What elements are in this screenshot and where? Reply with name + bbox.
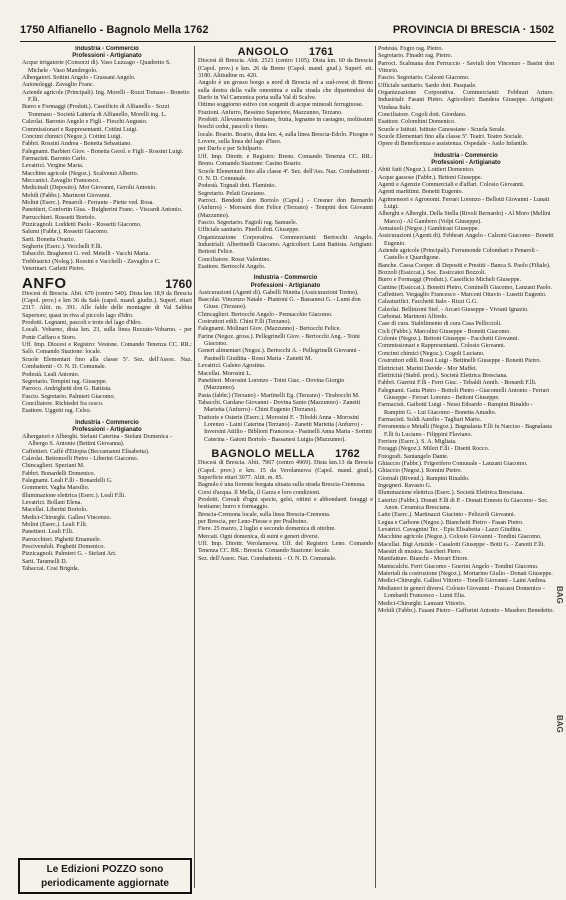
directory-entry: Veterinari. Carletti Pietro. <box>22 266 85 273</box>
town-info-paragraph: Scuole Elementari fino alla classe 5ª. Sez. dell'Assoc. Naz. Combattenti - O. N. D. Comunale. <box>22 356 192 371</box>
town-info-paragraph: Segretario. Tempini rag. Giuseppe. <box>22 378 108 385</box>
directory-entry: Mobili (Fabbr.). Marinoni Giovanni. <box>22 192 112 199</box>
directory-entry: Farmacisti. Baronio Carlo. <box>22 155 87 162</box>
directory-entry: Parrucchieri. Rossetti Bortolo. <box>22 214 97 221</box>
section-heading: Professioni - Artigianato <box>72 426 142 433</box>
column-2 <box>198 46 373 892</box>
section-heading: Industria - Commercio <box>434 152 498 159</box>
town-info-paragraph: Podestà. Leali Antonio. <box>22 371 80 378</box>
town-info-paragraph: Uff. Imp. Direttr. Verolanuova. Uff. del Registro: Leno. Comando Tenenza CC. RR.: Brescia. Comando Stazione: locale. <box>198 541 373 555</box>
column-divider <box>194 46 195 888</box>
directory-entry: Segherie (Eserc.). Vecchelli F.lli. <box>22 244 103 250</box>
directory-entry: Mediatori in generi diversi. Colosio Giovanni - Fracassi Domenico - Lombardi Francesco - Lumi Elia. <box>378 585 545 600</box>
town-name: ANFO <box>22 275 67 293</box>
town-info-paragraph: Corsi d'acqua. Il Mella, il Garza e loro condizioni. <box>198 489 321 496</box>
directory-entry: Ghiaccio (Negoz.). Romini Pietro. <box>378 468 462 475</box>
directory-entry: Medicinali (Deposito). Mor Giovanni, Gerolti Antonio. <box>22 185 157 192</box>
town-info-paragraph: Segretario. Pelati Graziano. <box>198 190 266 197</box>
directory-entry: Aziende agricole (Principali). Ferramonde Colombari e Penaroli - Castello e Quardigone. <box>378 248 539 262</box>
town-info-paragraph: Ufficiale sanitario. Sardo dott. Pasquale. <box>378 82 477 89</box>
directory-entry: Fabbri. Bonardelli Domenico. <box>22 470 96 477</box>
directory-entry: Albergatori e Alberghi. Stefani Caterina - Stefani Domenica - Albergo S. Antonio (Bettini Giovanna). <box>22 433 172 448</box>
directory-entry: Bozzoli (Essiccat.). Soc. Essiccatoi Bozzoli. <box>378 270 486 277</box>
town-info-paragraph: Prodotti. Allevamento bestiame, frutta, legname in castagno, moltissimi boschi cedui, pascoli e fieno. <box>198 117 373 131</box>
town-info-paragraph: Parroco. Andrighetti don G. Battista. <box>22 386 112 393</box>
notice-line: periodicamente aggiornate <box>41 878 169 889</box>
edge-tab: BAG <box>555 586 564 604</box>
directory-entry: Autonoleggi. Zavaglio Franc. <box>22 82 95 89</box>
town-info-paragraph: locale. Boario. Boario, dista km. 4, sulla linea Brescia-Edolo. Pisogne o Lovere, sulla linea del lago d'Iseo. <box>198 131 373 146</box>
directory-entry: Chincaglieri. Speziani M. <box>22 463 85 470</box>
town-info-paragraph: Diocesi di Brescia. Abit. 2521 (centro 1105). Dista km. 60 da Brescia (Capol. prov.) e km. 26 da Breno (Capol. mand. giud.). Superf. ett. 3180. Altitudine m. 420. <box>198 58 373 80</box>
directory-entry: Panettieri. Morosini Lorenzo - Toini Giac. - Dovina Giorgio (Mazzunno). <box>198 377 345 392</box>
edge-tab: BAG <box>555 715 564 733</box>
directory-entry: Costruttori edili. Rossi Luigi - Bettinelli Giuseppe - Bonetti Pietro. <box>378 358 541 365</box>
town-info-paragraph: Esattore. Bertocchi Angelo. <box>198 263 266 270</box>
directory-entry: Elettricisti. Marini Davide - Mor Maffei. <box>378 365 478 372</box>
column-divider <box>375 46 376 888</box>
directory-entry: Caffettieri. Caffè d'Etiopia (Beccamanni Elisabetta). <box>22 448 150 455</box>
directory-entry: Cantine (Essiccat.). Bonetti Pietro, Cominelli Giacomo, Lanzani Paolo. <box>378 284 552 291</box>
town-info-paragraph: Scuole Elementari fino alla classe 4ª. Sez. dell'Ass. Naz. Combattenti - O. N. D. Comunale. <box>198 168 373 182</box>
town-info-paragraph: Uff. Imp. Direttr. e Registro: Breno. Comando Tenenza CC. RR.: Breno. Comando Stazione: Casino Boario. <box>198 153 373 168</box>
town-code: 1762 <box>335 447 360 460</box>
directory-entry: Elettricità (Stabil. prod.). Società Elettrica Bresciana. <box>378 372 508 379</box>
directory-entry: Generi alimentari (Negoz.). Bertocchi A. - Pellegrinelli Giovanni - Pasinelli Giuditta - Rossi Maria - Zanetti M. <box>198 348 361 362</box>
directory-entry: Cicli (Fabbr.). Marcolini Giuseppe - Bonetti Giacomo. <box>378 328 511 335</box>
section-heading: Professioni - Artigianato <box>431 160 501 167</box>
directory-entry: Pescivendoli. Poghetti Domenico. <box>22 544 105 551</box>
directory-entry: Calzolai. Bellinzoni Stef. - Arcari Giuseppe - Viviani Ignazio. <box>378 306 529 313</box>
town-info-paragraph: Diocesi di Brescia. Abit. 670 (centro 549). Dista km 18,9 da Brescia (Capol. prov.) e km 36 da Salò (capol. mand. giudiz.). Superf. ettari 2317. Altit. m. 391. Alle falde delle montagne di Val Sabbia Superiore, quasi in riva al piccolo lago d'Idro. <box>22 290 192 319</box>
town-info-paragraph: Parroci. Bendotti don Bortolo (Capol.) - Cresner don Bernardo (Anfurro) - Morosini don Felice (Terzano) - Tempini don Giovanni (Mazzunno). <box>198 197 373 219</box>
town-info-paragraph: Brescia-Cremona locale, sulla linea Brescia-Cremona. <box>198 511 331 518</box>
directory-entry: Latte (Eserc.). Martinazzi Giacinto - Pelizzoli Giovanni. <box>378 512 516 519</box>
directory-entry: Meccanici. Zavaglio Francesco. <box>22 177 100 184</box>
town-heading <box>198 447 373 460</box>
directory-entry: Armaiuoli (Negoz.) Gambirasi Giuseppe. <box>378 225 480 232</box>
town-info-paragraph: Fiere. 25 marzo, 2 luglio e secondo domenica di ottobre. <box>198 526 336 533</box>
directory-entry: Ingegneri. Ravasio G. <box>378 483 432 489</box>
town-heading <box>22 275 192 293</box>
directory-entry: Calzolai. Baronio Angelo e Figli - Fieschi Augusto. <box>22 119 148 126</box>
directory-entry: Maniscalchi. Ferri Giacomo - Guerini Angelo - Tondini Giacomo. <box>378 563 539 570</box>
directory-entry: Illuminazione elettrica (Eserc.). Leali F.lli. <box>22 492 126 499</box>
running-header-right: PROVINCIA DI BRESCIA · 1502 <box>392 24 554 36</box>
directory-entry: Calzolai. Bettoncelli Pietro - Liberini Giacomo. <box>22 456 139 462</box>
directory-entry: Medici-Chirurghi. Gallesi Vittorio - Tonelli Giovanni - Laini Andrea. <box>378 578 547 585</box>
directory-entry: Abiti fatti (Negoz.). Lottieri Domenico. <box>378 167 475 174</box>
directory-entry: Alberghi e Alberghi. Della Stella (Rivoli Bernardo) - Al Moro (Mellini Marco) - Al Gambero (Volpi Giuseppe). <box>378 211 551 225</box>
directory-entry: Bascolai. Vincenzo Natale - Piantoni G. - Bassanesi G. - Lumi don Giuse. (Terzano). <box>198 297 361 311</box>
directory-entry: Macchine agricole (Negoz.). Colosio Giovanni - Tondini Giacomo. <box>378 534 542 541</box>
town-info-paragraph: Diocesi di Brescia. Abit. 7967 (centro 4969). Dista km.13 da Brescia (Capol. prov.) e km. 15 da Verolanuova (Capol. mand. giud.). Superficie ettari 3077. Altit. m. 85. <box>198 460 373 481</box>
town-info-paragraph: Fascio. Segretario. Palmieri Giacomo. <box>22 393 116 400</box>
directory-entry: Assicurazioni (Agenti di). Gabelli Ninetta (Assicurazioni Torino). <box>198 289 359 296</box>
directory-entry: Concimi chimici (Negoz.). Cogoli Luciano. <box>378 350 485 357</box>
directory-entry: Salumi (Fabbr.). Rossetti Giacomo. <box>22 229 109 236</box>
directory-entry: Mobili (Fabbr.). Fasani Pietro - Gaffurini Antonio - Masdoro Benedetto. <box>378 607 554 614</box>
directory-entry: Acque gassose (Fabbr.). Bettoni Giuseppe. <box>378 174 483 181</box>
town-info-paragraph: per Darfo e per Schilpario. <box>198 146 264 153</box>
town-info-paragraph: Conciliatore. Richiedei fra cesco. <box>22 400 104 407</box>
directory-entry: Carbonai. Marinoni Alfredo. <box>378 314 448 321</box>
directory-entry: Medici-Chirurghi. Gallesi Vincenzo. <box>22 514 112 521</box>
directory-entry: Pizzicagnoli. Loddetti Paolo - Rossetti Giacomo. <box>22 221 142 228</box>
directory-entry: Macellai. Bigi Aristide - Casalotti Giuseppe - Botti G. - Zanotti F.lli. <box>378 541 545 548</box>
directory-entry: Albergatori. Sottini Angelo - Grassani Angelo. <box>22 75 136 82</box>
publisher-notice <box>18 858 192 894</box>
town-code: 1760 <box>165 277 192 292</box>
town-info-paragraph: Podestà. Tognali dott. Flaminio. <box>198 183 277 190</box>
town-info-paragraph: Ufficiale sanitario. Pinelli dott. Giuseppe. <box>198 227 300 234</box>
directory-entry: Fabbri. Rossini Andrea - Bonetta Sebastiano. <box>22 141 132 148</box>
directory-entry: Laterizi (Fabbr.). Donati F.lli di P. - Donati Ernesto fu Giacomo - Soc. Anon. Ceramica Bresciana. <box>378 497 549 512</box>
town-info-paragraph: Conciliatore. Cogoli dott. Giordano. <box>378 112 467 119</box>
directory-entry: Levatrici. Bollani Elena. <box>22 500 82 507</box>
town-info-paragraph: Mercati. Ogni domenica, di suini e generi diversi. <box>198 533 320 540</box>
section-heading: Industria - Commercio <box>75 419 139 426</box>
directory-entry: Farmacisti. Soldi Aurelio - Tagliari Mario. <box>378 416 482 423</box>
directory-entry: Chincaglieri. Bertocchi Angelo - Pennacchio Giacomo. <box>198 311 333 318</box>
town-info-paragraph: Scuole e Istituti. Istituto Canossiane - Scuola Serale. <box>378 126 506 133</box>
directory-entry: Illuminazione elettrica (Eserc.). Società Elettrica Bresciana. <box>378 490 524 497</box>
directory-entry: Burro e Formaggi (Produtt.). Caseificio Micheli Giuseppe. <box>378 277 522 284</box>
directory-entry: Concimi chimici (Negoz.). Cottini Luigi. <box>22 133 123 140</box>
directory-entry: Falegnami. Molinari Giov. (Mazzunno) - Bertocchi Felice. <box>198 326 341 333</box>
directory-entry: Agenti e Agenzie Commerciali e d'affari. Colosio Giovanni. <box>378 181 525 188</box>
town-info-paragraph: Organizzazione Corporativa. Commercianti: Febbrari Arturo. Industriali: Fasani Pietro. Agricoltori: Bandera Giuseppe. Artigiani: Vindasa Italo. <box>378 90 554 111</box>
town-info-paragraph: Prodotti. Legnami, pascoli e trote del lago d'Idro. <box>22 320 142 327</box>
directory-entry: Panettieri, Confortin Gisa. - Bulgherini Franc. - Viscardi Antonio. <box>22 207 183 214</box>
directory-entry: Foraggi (Negoz.). Mileri F.lli - Disetti Rocco. <box>378 446 490 453</box>
town-info-paragraph: Prodotti. Cereali d'ogni specie, gelsi, ottimi e abbondanti foraggi e bestiame; burro e formaggio. <box>198 497 373 511</box>
directory-entry: Commissionari e Rappresentanti. Colosio Giovanni. <box>378 343 506 350</box>
directory-entry: Fotografi. Santangelo Dante. <box>378 453 449 460</box>
directory-entry: Falegnami. Gatta Pietro - Bottoli Pietro - Giacomelli Antonio - Ferrari Giuseppe - Ferrari Lorenzo - Bettoni Giuseppe. <box>378 387 550 401</box>
directory-entry: Levatrici. Cavagnini Ter. - Epis Elisabetta - Lazzi Giuditta. <box>378 527 522 534</box>
directory-entry: Aziende agricole (Principali). Ing. Morelli - Rozzi Tomaso - Bonetto F.lli. <box>22 89 190 104</box>
directory-entry: Pizzicagnoli. Palmieri G. - Stefani Art. <box>22 551 117 558</box>
directory-entry: Manifatture. Bianchi - Morari Ettore. <box>378 556 469 563</box>
town-name: ANGOLO <box>237 46 289 58</box>
directory-entry: Sarti. Taramelli D. <box>22 558 68 565</box>
directory-entry: Ferramenta e Metalli (Negoz.). Bagnalasta F.lli fu Narciso - Bagnalasta F.lli fu Luciano - Filippini Flaviano. <box>378 424 552 438</box>
town-info-paragraph: Angolo è un grosso borgo a nord di Brescia ed a sud-ovest di Breno sulla destra della valle omonima e sulla strada che dipartendosi da Darfo in Val Camonica porta sulla Val di Scalve. <box>198 80 373 102</box>
directory-entry: Parrucchieri. Pighetti Emanuele. <box>22 536 102 543</box>
directory-entry: Calzaturifici. Facchetti Italo - Rizzi G.G. <box>378 299 478 306</box>
directory-entry: Materiali da costruzione (Negoz.). Mortarino Giulio - Donati Giuseppe. <box>378 571 553 578</box>
directory-entry: Falegnami. Leali F.lli - Bonardelli G. <box>22 478 113 485</box>
directory-entry: Medici-Chirurghi. Lanzani Vittorio. <box>378 600 466 607</box>
directory-entry: Macellai. Liberini Bortolo. <box>22 507 88 514</box>
directory-entry: Colonie (Negoz.). Bettoni Giuseppe - Facchetti Giovanni. <box>378 336 519 343</box>
directory-entry: Tabacchi. Braghenoi G. ved. Metelli - Vacchi Maria. <box>22 251 150 258</box>
directory-entry: Caffettieri. Vergaglio Francesco - Marconi Ottavio - Lusetti Eugenio. <box>378 292 547 299</box>
directory-entry: Agenti marittimi. Bonetti Eugenio. <box>378 189 464 196</box>
directory-entry: Farmacisti. Gaibotti Luigi - Nessi Edoardo - Rampini Rinaldo - Rampini G. - Lui Giacomo - Bonetta Amadio. <box>378 402 533 416</box>
town-info-paragraph: Podestà. Fogro rag. Pietro. <box>378 46 443 52</box>
town-info-paragraph: Bagnolo è una fiorente borgata situata sulla strada Brescia-Cremona. <box>198 482 366 489</box>
directory-entry: Agrimensori e Agronomi. Ferrari Lorenzo - Bellotti Giovanni - Lunati Luigi. <box>378 196 550 210</box>
directory-entry: Trebbiatrici (Noleg.). Rossini e Vacchelli - Zavaglio e C. <box>22 258 161 265</box>
column-3 <box>378 46 554 892</box>
directory-entry: Gommetri. Vaglia Marsilio. <box>22 485 90 492</box>
directory-entry: Farine (Negoz. gross.). Pellegrinelli Giov. - Bertocchi Ang. - Toini Giacomo. <box>198 333 360 348</box>
town-info-paragraph: Locali. Vobarno, dista km. 23, sulla linea Rezzato-Vobarno. - per Ponte Caffaro e Storo. <box>22 327 192 341</box>
directory-entry: Commissionari e Rappresentanti. Cottini Luigi. <box>22 126 138 133</box>
directory-entry: Ferriere (Eserc.). S. A. Migliata. <box>378 438 457 445</box>
directory-entry: Molini (Eserc.). Leali F.lli. <box>22 522 88 529</box>
directory-entry: Levatrici. Galeno Agostina. <box>198 363 266 370</box>
town-info-paragraph: Organizzazione Corporativa. Commercianti: Bertocchi Angelo. Industriali: Albertinelli Giacomo. Agricoltori: Laini Battista. Artigiani: Bettoni Felice. <box>198 234 373 256</box>
town-info-paragraph: Esattore. Uggetti rag. Celso. <box>22 408 92 415</box>
town-info-paragraph: Uff. Imp. Diocesi e Registro: Vestone. Comando Tenenza CC. RR.: Salò. Comando Stazione: locale. <box>22 342 192 356</box>
directory-entry: Banche. Cassa Cooper. di Depositi e Prestiti - Banca S. Paolo (Filiale). <box>378 262 551 269</box>
town-info-paragraph: Fascio. Segretario. Fagioli rag. Samuele. <box>198 219 298 226</box>
directory-entry: Falegnami. Barbieri Giov. - Bonetta Gerol. e Figli - Rossini Luigi. <box>22 148 184 155</box>
directory-entry: Tabaccai. Cosi Brigida. <box>22 566 80 573</box>
town-info-paragraph: Fascio. Segretario. Calzoni Giacomo. <box>378 75 470 82</box>
directory-entry: Fabbri. Guerini F.lli - Ferri Giac. - Tebaldi Annib. - Bonardi F.lli. <box>378 380 537 387</box>
directory-entry: Pasta (fabbr.) (Terzano) - Martinelli Eg. (Terzano) - Tirabocchi M. <box>198 392 360 399</box>
directory-entry: Macchine agricole (Negoz.). Scalvenzi Alberto. <box>22 170 139 177</box>
town-info-paragraph: Esattore. Colombini Domenico. <box>378 119 456 126</box>
town-info-paragraph: Ottimo soggiorno estivo con sorgenti di acque minerali ferruginose. <box>198 102 364 109</box>
column-1 <box>22 46 192 892</box>
directory-entry: Acque irrigatorie (Consorzi di). Vaso Luzzago - Quadretto S. Michele - Vaso Mandregolo. <box>22 60 171 74</box>
directory-entry: Maestri di musica. Saccheri Piero. <box>378 549 462 556</box>
town-info-paragraph: per Brescia, per Leno-Fiesse e per Pralboino. <box>198 519 308 526</box>
directory-entry: Giornali (Rivend.). Rampini Rinaldo. <box>378 475 470 482</box>
town-info-paragraph: Segretario. Finadri rag. Pietro. <box>378 53 453 60</box>
directory-entry: Sarti. Bonetta Orazio. <box>22 236 76 243</box>
directory-entry: Legna e Carbone (Negoz.). Bianchetti Pietro - Fasan Pietro. <box>378 519 524 526</box>
notice-line: Le Edizioni POZZO sono <box>46 864 164 875</box>
directory-entry: Burro e Formaggi (Produtt.). Caseificio di Alfianello - Sozzi Tommaso - Società Lattería di Alfianello, Morelli ing. L. <box>22 104 170 118</box>
section-heading: Professioni - Artigianato <box>72 53 142 60</box>
directory-entry: Levatrici. Vergine Maria. <box>22 163 84 170</box>
directory-entry: Costruttori edili. Chini F.lli (Terzano). <box>198 319 292 326</box>
town-info-paragraph: Scuole Elementari fino alla classe 5ª. Teatri. Teatro Sociale. <box>378 134 524 141</box>
town-info-paragraph: Conciliatore. Rossi Valentino. <box>198 256 272 263</box>
town-name: BAGNOLO MELLA <box>211 447 316 460</box>
directory-entry: Case di cura. Stabilimento di cura Casa Pelliccioli. <box>378 321 502 328</box>
directory-entry: Ghiaccio (Fabbr.). Frigorifero Comunale - Lanzani Giacomo. <box>378 460 528 467</box>
section-heading: Industria - Commercio <box>75 46 139 52</box>
town-code: 1761 <box>308 46 334 58</box>
town-heading <box>198 46 373 58</box>
directory-entry: Assicurazioni (Agenti di). Febbrari Angelo - Calzoni Giacomo - Bonetti Eugenio. <box>378 233 554 247</box>
town-info-paragraph: Opere di Beneficenza e assistenza. Ospedale - Asilo Infantile. <box>378 141 529 148</box>
header-rule <box>20 41 556 42</box>
section-heading: Industria - Commercio <box>253 275 318 282</box>
town-info-paragraph: Frazioni. Anfurro, Bessimo Superiore, Mazzunno, Terzano. <box>198 109 343 116</box>
directory-entry: Trattorie e Osterie (Eserc.). Morosini F. - Tiboldi Anna - Morosini Lorenzo - Laini Caterina (Terzano) - Zanetti Marietta (Anfurro) - Inversini Attilio - Biblioni Francesca - Pasinelli Anna Maria - Sorimi Caterina - Gaioni Bortolo - Bassanesi Luigia (Mazzunno). <box>198 414 372 443</box>
section-heading: Professioni - Artigianato <box>250 282 321 289</box>
running-header-left: 1750 Alfianello - Bagnolo Mella 1762 <box>20 24 209 36</box>
town-info-paragraph: Sez. dell'Assoc. Naz. Combattenti. - O. N. D. Comunale. <box>198 555 337 562</box>
directory-entry: Tabacchi. Gardano Giovanni - Dovina Santo (Mazzunno) - Zanetti Marietta (Anfurro) - Chini Eugenio (Terzano). <box>198 399 361 414</box>
town-info-paragraph: Parroci. Scalmana don Ferruccio - Saviuli don Vincenzo - Basini don Vittorio. <box>378 60 554 75</box>
directory-entry: Macellai. Morosini L. <box>198 370 252 377</box>
directory-entry: Panettieri. Leali F.lli. <box>22 529 74 536</box>
directory-entry: Molini (Eserc.). Penaroli - Ferrante - Piette ved. Rosa. <box>22 199 154 206</box>
